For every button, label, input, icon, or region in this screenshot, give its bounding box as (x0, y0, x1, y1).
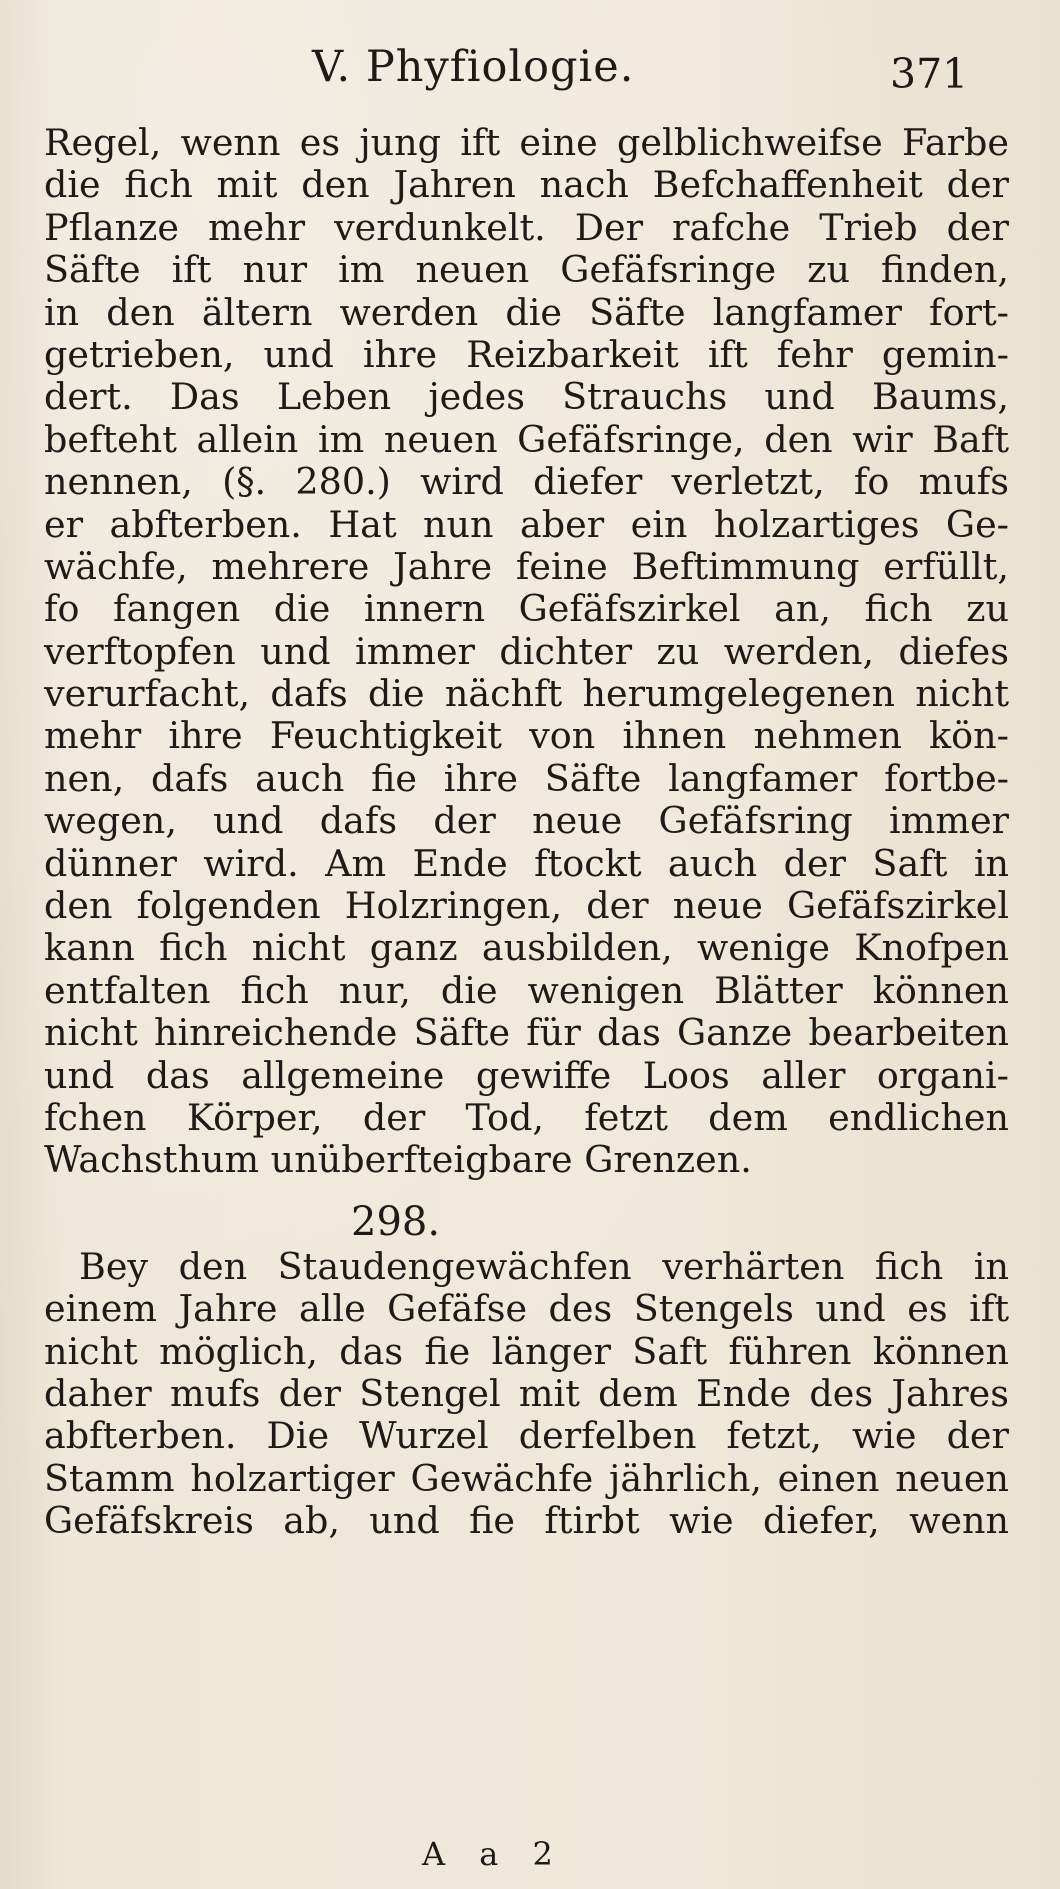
text-line: wegen, und dafs der neue Gefäfsring immer (44, 799, 1009, 843)
page-number: 371 (890, 50, 969, 98)
body-text (44, 122, 1009, 1543)
text-line: er abfterben. Hat nun aber ein holzartiges Ge- (44, 502, 1009, 546)
text-line: Bey den Staudengewächfen verhärten fich in (79, 1244, 1009, 1288)
text-line: fo fangen die innern Gefäfszirkel an, fich zu (44, 587, 1009, 631)
text-line: in den ältern werden die Säfte langfamer fort- (44, 290, 1009, 334)
text-line: befteht allein im neuen Gefäfsringe, den wir Baft (44, 417, 1009, 461)
text-line: mehr ihre Feuchtigkeit von ihnen nehmen kön- (44, 714, 1009, 758)
text-line: abfterben. Die Wurzel derfelben fetzt, wie der (44, 1414, 1009, 1458)
page-header (0, 42, 1060, 102)
text-line: Wachsthum unüberfteigbare Grenzen. (44, 1138, 752, 1182)
text-line: getrieben, und ihre Reizbarkeit ift fehr gemin- (44, 332, 1009, 376)
text-line: verurfacht, dafs die nächft herumgelegenen nicht (44, 672, 1009, 716)
text-line: nicht hinreichende Säfte für das Ganze bearbeiten (44, 1011, 1009, 1055)
text-line: einem Jahre alle Gefäfse des Stengels und es ift (44, 1287, 1009, 1331)
text-line: verftopfen und immer dichter zu werden, diefes (44, 629, 1009, 673)
text-line: die fich mit den Jahren nach Befchaffenheit der (44, 163, 1009, 207)
text-line: Regel, wenn es jung ift eine gelblichweifse Farbe (44, 121, 1009, 164)
text-line: dünner wird. Am Ende ftockt auch der Saft in (44, 841, 1009, 885)
text-line: entfalten fich nur, die wenigen Blätter können (44, 968, 1009, 1012)
text-line: den folgenden Holzringen, der neue Gefäfszirkel (44, 884, 1009, 928)
text-line: Stamm holzartiger Gewächfe jährlich, einen neuen (44, 1456, 1009, 1500)
text-line: fchen Körper, der Tod, fetzt dem endlichen (44, 1095, 1009, 1139)
section-number: 298. (351, 1198, 441, 1245)
running-head: V. Phyfiologie. (312, 42, 635, 92)
text-line: dert. Das Leben jedes Strauchs und Baums, (44, 375, 1009, 419)
text-line: wächfe, mehrere Jahre feine Beftimmung erfüllt, (44, 544, 1009, 588)
text-line: kann fich nicht ganz ausbilden, wenige Knofpen (44, 926, 1009, 970)
text-line: nicht möglich, das fie länger Saft führen können (44, 1329, 1009, 1373)
paragraph-2 (44, 1246, 1009, 1543)
text-line: daher mufs der Stengel mit dem Ende des Jahres (44, 1371, 1009, 1415)
text-line: Säfte ift nur im neuen Gefäfsringe zu finden, (44, 248, 1009, 292)
text-line: Gefäfskreis ab, und fie ftirbt wie diefer, wenn (44, 1499, 1009, 1543)
paragraph-1 (44, 122, 1009, 1182)
text-line: nennen, (§. 280.) wird diefer verletzt, fo mufs (44, 460, 1009, 504)
text-line: Pflanze mehr verdunkelt. Der rafche Trieb der (44, 205, 1009, 249)
signature-mark: A a 2 (422, 1835, 565, 1873)
text-line: und das allgemeine gewiffe Loos aller organi- (44, 1053, 1009, 1097)
text-line: nen, dafs auch fie ihre Säfte langfamer fortbe- (44, 756, 1009, 800)
